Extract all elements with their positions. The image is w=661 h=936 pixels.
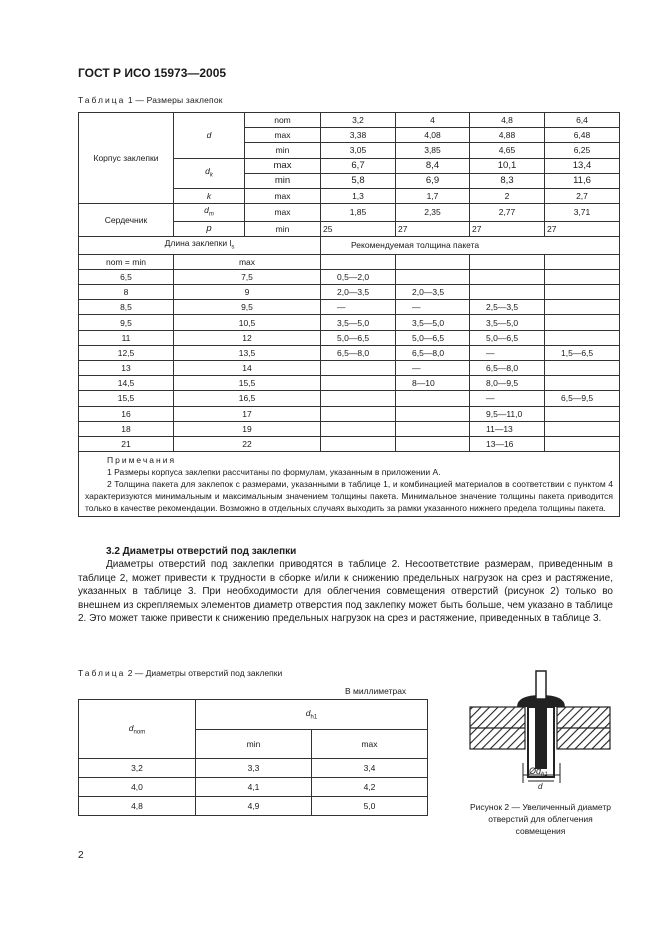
table-cell: 4,65 bbox=[470, 143, 545, 158]
table-cell: 6,4 bbox=[545, 113, 620, 128]
table-cell: 1,85 bbox=[321, 204, 396, 222]
table-cell: 7,5 bbox=[174, 269, 321, 284]
table-cell: 4 bbox=[396, 113, 470, 128]
table-row bbox=[79, 421, 620, 436]
rivet-hole-figure bbox=[465, 663, 615, 803]
symbol-dk: $d_k$ bbox=[174, 158, 245, 188]
table-cell bbox=[396, 436, 470, 451]
thickness-header: Рекомендуемая толщина пакета bbox=[321, 237, 620, 255]
table-cell: 8,4 bbox=[396, 158, 470, 173]
table-cell: — bbox=[396, 300, 470, 315]
table-cell: 11,6 bbox=[545, 173, 620, 188]
table-cell: 4,8 bbox=[470, 113, 545, 128]
table-cell: 3,4 bbox=[312, 759, 428, 778]
section-title: 3.2 Диаметры отверстий под заклепки bbox=[106, 546, 297, 557]
table-cell: 9,5 bbox=[79, 315, 174, 330]
table-cell: 18 bbox=[79, 421, 174, 436]
table1-caption-text: 1 — Размеры заклепок bbox=[125, 95, 223, 105]
symbol-dm: $d_m$ bbox=[174, 204, 245, 222]
mandrel-core bbox=[535, 707, 547, 769]
table-cell: 2,77 bbox=[470, 204, 545, 222]
table-cell: 5,8 bbox=[321, 173, 396, 188]
table-cell: 6,5—9,5 bbox=[545, 391, 620, 406]
table-cell: 6,9 bbox=[396, 173, 470, 188]
table-cell bbox=[396, 391, 470, 406]
document-header: ГОСТ Р ИСО 15973—2005 bbox=[78, 66, 227, 80]
table-cell: 14,5 bbox=[79, 376, 174, 391]
label-max: max bbox=[245, 128, 321, 143]
table-cell: 3,2 bbox=[321, 113, 396, 128]
table-cell bbox=[470, 254, 545, 269]
symbol-d: d bbox=[174, 113, 245, 159]
table-row bbox=[79, 391, 620, 406]
table-row bbox=[79, 436, 620, 451]
table-cell: 13 bbox=[79, 361, 174, 376]
table-cell: 2,0—3,5 bbox=[396, 285, 470, 300]
table-cell: 3,5—5,0 bbox=[321, 315, 396, 330]
table-cell: 13,4 bbox=[545, 158, 620, 173]
table-row bbox=[79, 300, 620, 315]
label-nom: nom bbox=[245, 113, 321, 128]
table-cell bbox=[321, 391, 396, 406]
table-cell: 1,3 bbox=[321, 188, 396, 203]
table-cell bbox=[545, 421, 620, 436]
table-cell: — bbox=[470, 345, 545, 360]
table-row bbox=[79, 797, 428, 816]
section-paragraph: Диаметры отверстий под заклепки приводятся в таблице 2. Несоответствие размерам, приведенным в таблице 2, может привести к трудности в сборке и/или к снижению предельных нагрузок на срез и растяжение, указанных в таблице 3. При необходимости для облегчения совмещения отверстий (рисунок 2) только во внешнем из скрепляемых элементов диаметр отверстия под заклепку может быть больше, чем указано в таблице 2. Это может также привести к снижению предельных нагрузок на срез и растяжение, приведенных в таблице 3. bbox=[78, 559, 613, 625]
symbol-p: p bbox=[174, 221, 245, 236]
table-cell: 2,0—3,5 bbox=[321, 285, 396, 300]
table-row bbox=[79, 759, 428, 778]
col-d-nom-header: $d_{nom}$ bbox=[79, 700, 196, 759]
table2-caption bbox=[78, 668, 282, 678]
table-cell bbox=[545, 436, 620, 451]
table-cell: 17 bbox=[174, 406, 321, 421]
table-cell: 2,35 bbox=[396, 204, 470, 222]
table-cell: 2 bbox=[470, 188, 545, 203]
table-cell: 14 bbox=[174, 361, 321, 376]
table-row bbox=[79, 345, 620, 360]
table-cell: 4,88 bbox=[470, 128, 545, 143]
table-cell bbox=[545, 254, 620, 269]
table-cell bbox=[396, 269, 470, 284]
table-cell: 19 bbox=[174, 421, 321, 436]
table-row bbox=[79, 406, 620, 421]
label-min: min bbox=[245, 143, 321, 158]
table-cell: 27 bbox=[545, 221, 620, 236]
table-cell: 4,8 bbox=[79, 797, 196, 816]
note-1: 1 Размеры корпуса заклепки рассчитаны по формулам, указанным в приложении А. bbox=[107, 467, 441, 478]
table-cell: 5,0—6,5 bbox=[396, 330, 470, 345]
table-cell: 21 bbox=[79, 436, 174, 451]
table-cell: 4,9 bbox=[196, 797, 312, 816]
table-cell: 10,5 bbox=[174, 315, 321, 330]
notes-block bbox=[79, 452, 620, 517]
table-cell: 3,05 bbox=[321, 143, 396, 158]
hole-diameters-table bbox=[78, 699, 428, 816]
table-cell: 1,7 bbox=[396, 188, 470, 203]
table2-units: В миллиметрах bbox=[345, 686, 407, 696]
max-header: max bbox=[312, 730, 428, 759]
table-cell: 2,7 bbox=[545, 188, 620, 203]
table-cell: 4,0 bbox=[79, 778, 196, 797]
table-cell bbox=[396, 406, 470, 421]
table1-caption bbox=[78, 95, 223, 105]
page-number: 2 bbox=[78, 850, 84, 861]
table-row bbox=[79, 376, 620, 391]
table-cell: 0,5—2,0 bbox=[321, 269, 396, 284]
table-cell: — bbox=[470, 391, 545, 406]
table-cell: 6,25 bbox=[545, 143, 620, 158]
table-cell: 3,71 bbox=[545, 204, 620, 222]
table-cell: 8 bbox=[79, 285, 174, 300]
table-cell: 4,08 bbox=[396, 128, 470, 143]
table-cell: 8—10 bbox=[396, 376, 470, 391]
table-cell bbox=[321, 406, 396, 421]
table-cell: 13—16 bbox=[470, 436, 545, 451]
table-cell: 11 bbox=[79, 330, 174, 345]
table-cell: 9,5 bbox=[174, 300, 321, 315]
table-cell: 4,1 bbox=[196, 778, 312, 797]
table-cell bbox=[470, 269, 545, 284]
table-cell bbox=[545, 330, 620, 345]
table-cell bbox=[396, 421, 470, 436]
table-cell: 3,5—5,0 bbox=[396, 315, 470, 330]
table-cell: 12,5 bbox=[79, 345, 174, 360]
length-header: Длина заклепки $l_s$ bbox=[79, 237, 321, 255]
table-cell bbox=[545, 376, 620, 391]
table1-caption-label: Таблица bbox=[78, 95, 126, 105]
nom-min-header: nom = min bbox=[79, 254, 174, 269]
table-cell: 4,2 bbox=[312, 778, 428, 797]
table-cell: — bbox=[396, 361, 470, 376]
table-cell: 2,5—3,5 bbox=[470, 300, 545, 315]
table-cell: 6,7 bbox=[321, 158, 396, 173]
table-cell: 1,5—6,5 bbox=[545, 345, 620, 360]
group-mandrel: Сердечник bbox=[79, 204, 174, 237]
length-rows bbox=[79, 269, 620, 451]
note-2: 2 Толщина пакета для заклепок с размерами, указанными в таблице 1, и комбинацией материалов в соответствии с пунктом 4 характеризуются минимальным и максимальным значением толщины пакета. Минимальное значение толщины пакета приводится только в качестве рекомендации. Возможно в отдельных случаях выходить за рамки указанного нижнего предела толщины пакета. bbox=[85, 479, 613, 514]
table-cell: 8,0—9,5 bbox=[470, 376, 545, 391]
table-cell: 15,5 bbox=[79, 391, 174, 406]
table-cell bbox=[321, 376, 396, 391]
table-cell: — bbox=[321, 300, 396, 315]
table-cell: 6,5—8,0 bbox=[396, 345, 470, 360]
table-cell: 9,5—11,0 bbox=[470, 406, 545, 421]
max-header: max bbox=[174, 254, 321, 269]
table-cell: 9 bbox=[174, 285, 321, 300]
table-cell bbox=[321, 436, 396, 451]
table-cell: 5,0—6,5 bbox=[321, 330, 396, 345]
label-min: min bbox=[245, 221, 321, 236]
table-cell: 5,0—6,5 bbox=[470, 330, 545, 345]
table-cell bbox=[545, 406, 620, 421]
table2-caption-text: 2 — Диаметры отверстий под заклепки bbox=[125, 668, 283, 678]
notes-title: Примечания bbox=[107, 455, 177, 466]
table-cell bbox=[545, 285, 620, 300]
table-cell: 27 bbox=[396, 221, 470, 236]
table-cell: 16,5 bbox=[174, 391, 321, 406]
table-cell: 3,85 bbox=[396, 143, 470, 158]
table-cell bbox=[545, 300, 620, 315]
rivet-dimensions-table bbox=[78, 112, 620, 517]
table-cell bbox=[321, 254, 396, 269]
table-cell: 3,3 bbox=[196, 759, 312, 778]
table-cell: 6,5 bbox=[79, 269, 174, 284]
table-row bbox=[79, 315, 620, 330]
table-cell bbox=[545, 269, 620, 284]
table-row bbox=[79, 778, 428, 797]
table-cell: 3,2 bbox=[79, 759, 196, 778]
table-cell bbox=[545, 361, 620, 376]
table-cell: 3,38 bbox=[321, 128, 396, 143]
table-cell: 6,5—8,0 bbox=[470, 361, 545, 376]
label-d: d bbox=[538, 782, 543, 791]
table-cell: 3,5—5,0 bbox=[470, 315, 545, 330]
label-max: max bbox=[245, 188, 321, 203]
mandrel bbox=[536, 671, 546, 699]
table-cell bbox=[321, 421, 396, 436]
label-dh1: $Ød_{h1}$ bbox=[529, 766, 548, 778]
table-row bbox=[79, 330, 620, 345]
table-cell: 6,48 bbox=[545, 128, 620, 143]
table-cell: 8,3 bbox=[470, 173, 545, 188]
table-cell: 8,5 bbox=[79, 300, 174, 315]
table-row bbox=[79, 361, 620, 376]
symbol-k: k bbox=[174, 188, 245, 203]
table-cell: 11—13 bbox=[470, 421, 545, 436]
label-max: max bbox=[245, 158, 321, 173]
table-cell: 15,5 bbox=[174, 376, 321, 391]
table-cell: 25 bbox=[321, 221, 396, 236]
col-dh1-header: $d_{h1}$ bbox=[196, 700, 428, 730]
table-row bbox=[79, 269, 620, 284]
table-cell: 5,0 bbox=[312, 797, 428, 816]
table2-caption-label: Таблица bbox=[78, 668, 126, 678]
table-cell: 13,5 bbox=[174, 345, 321, 360]
figure-caption: Рисунок 2 — Увеличенный диаметр отверстий для облегчения совмещения bbox=[470, 802, 611, 836]
label-max: max bbox=[245, 204, 321, 222]
table-cell: 16 bbox=[79, 406, 174, 421]
table-row bbox=[79, 285, 620, 300]
table-cell bbox=[396, 254, 470, 269]
table-cell: 6,5—8,0 bbox=[321, 345, 396, 360]
min-header: min bbox=[196, 730, 312, 759]
table-cell bbox=[321, 361, 396, 376]
table-cell: 12 bbox=[174, 330, 321, 345]
table-cell bbox=[470, 285, 545, 300]
table-cell: 10,1 bbox=[470, 158, 545, 173]
group-rivet-body: Корпус заклепки bbox=[79, 113, 174, 204]
table-cell: 27 bbox=[470, 221, 545, 236]
table-cell bbox=[545, 315, 620, 330]
label-min: min bbox=[245, 173, 321, 188]
table-cell: 22 bbox=[174, 436, 321, 451]
